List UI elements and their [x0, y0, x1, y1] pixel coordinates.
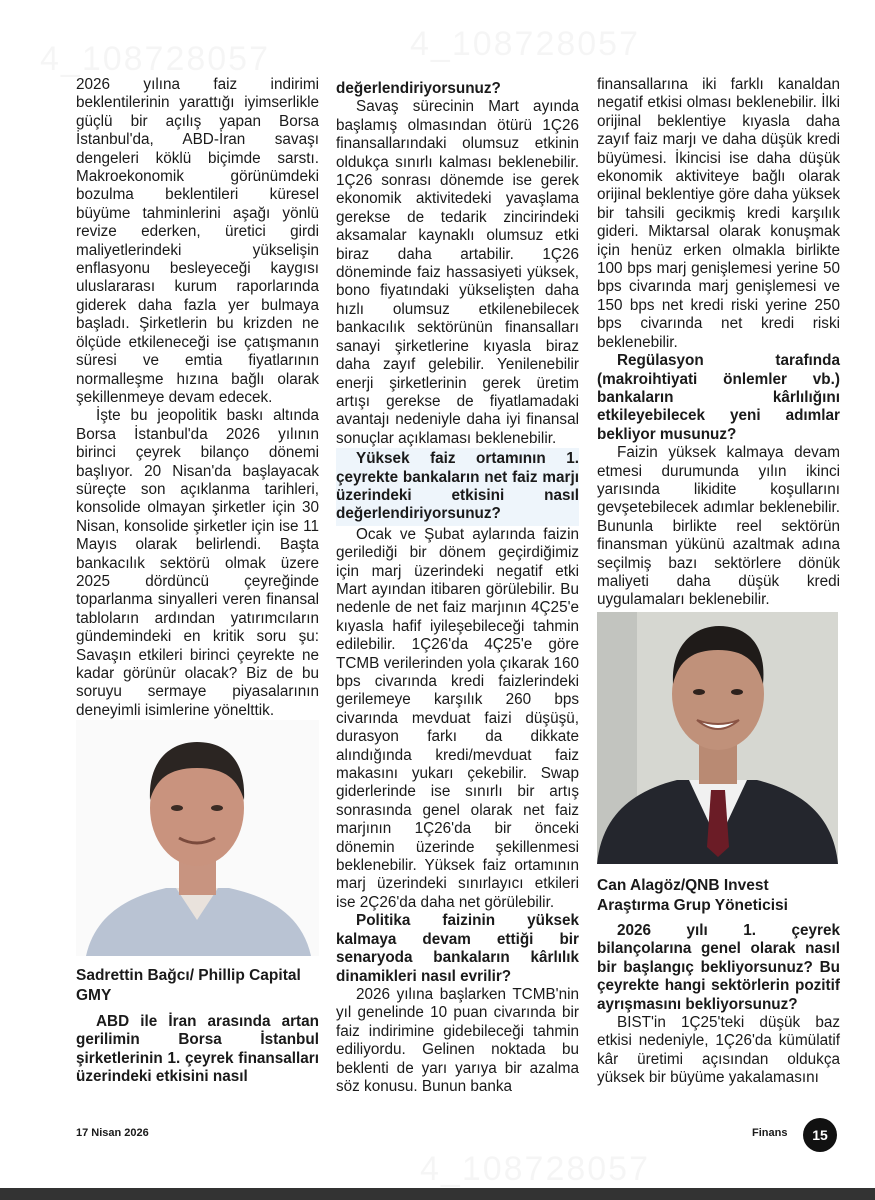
question-text: Regülasyon tarafında (makroihtiyati önlemler vb.) bankaların kârlılığını etkileyebilecek yeni adımlar bekliyor musunuz? [597, 352, 840, 443]
column-2 [336, 80, 579, 1096]
watermark [420, 1150, 650, 1189]
question-text: değerlendiriyorsunuz? [336, 80, 501, 97]
body-paragraph: 2026 yılına faiz indirimi beklentilerinin yarattığı iyimserlikle güçlü bir açılış yapan Borsa İstanbul'da, ABD-İran savaşı dengeleri köklü biçimde sarstı. Makroekonomik görünümdeki bozulma beklentileri küresel büyüme tahminlerini aşağı yönlü revize ederken, üretici girdi maliyetlerindeki yükselişin enflasyonu besleyeceği kaygısı uluslararası kurum raporlarında giderek daha fazla yer bulmaya başladı. Şirketlerin bu krizden ne ölçüde etkileneceği ise çatışmanın süresi ve emtia fiyatlarının normalleşme hızına bağlı olarak şekillenmeye devam edecek. [76, 76, 319, 406]
caption-sadrettin-bagci: Sadrettin Bağcı/ Phillip Capital GMY [76, 967, 301, 1004]
portrait-image [76, 720, 319, 956]
highlighted-question: Yüksek faiz ortamının 1. çeyrekte bankaların net faiz marjı üzerindeki etkisini nasıl değerlendiriyorsunuz? [336, 448, 579, 526]
body-paragraph: 2026 yılına başlarken TCMB'nin yıl genelinde 10 puan civarında bir faiz indirimine gidebileceği tahmin ediliyordu. Gelinen noktada bu beklenti de yarı yarıya bir azalma söz konusu. Bunun banka [336, 985, 579, 1095]
portrait-can-alagoz [597, 612, 838, 864]
watermark [40, 40, 270, 79]
issue-date: 17 Nisan 2026 [76, 1127, 149, 1139]
page-number: 15 [803, 1118, 837, 1152]
body-paragraph: finansallarına iki farklı kanaldan negatif etkisi olması beklenebilir. İlki orijinal beklentiye kıyasla daha zayıf faiz marjı ve daha düşük kredi büyümesi. İkincisi ise daha düşük ekonomik aktiviteye bağlı olarak orijinal beklentiye göre daha yüksek bir tahsili gecikmiş kredi karşılık gideri. Miktarsal olarak konuşmak için henüz erken olmakla birlikte 100 bps marj genişlemesi yerine 50 bps civarında marj genişlemesi ve 150 bps net kredi riski yerine 250 bps civarında net kredi riski beklenebilir. [597, 76, 840, 351]
watermark [410, 25, 640, 64]
question-text: 2026 yılı 1. çeyrek bilançolarına genel olarak nasıl bir başlangıç bekliyorsunuz? Bu çeyrekte hangi sektörlerin pozitif ayrışmasını bekliyorsunuz? [597, 922, 840, 1013]
body-paragraph: İşte bu jeopolitik baskı altında Borsa İstanbul'da 2026 yılının birinci çeyrek bilanço dönemi başlıyor. 20 Nisan'da başlayacak süreçte son açıklanma tarihleri, konsolide olmayan şirketler için 30 Nisan, konsolide şirketler için ise 11 Mayıs olarak belirlendi. Başta bankacılık sektörü olmak üzere 2025 dördüncü çeyreğinde toparlanma sinyalleri veren finansal tabloların ardından yatırımcıların gündemindeki en kritik soru şu: Savaşın etkileri birinci çeyrekte ne kadar görünür olacak? Biz de bu soruyu sermaye piyasalarının deneyimli isimlerine yönelttik. [76, 407, 319, 719]
body-paragraph: Savaş sürecinin Mart ayında başlamış olmasından ötürü 1Ç26 finansallarındaki olumsuz etkinin oldukça sınırlı kalması beklenebilir. 1Ç26 sonrası dönemde ise gerek ekonomik aktivitedeki yavaşlama gerekse de tedarik zincirindeki aksamalar kaynaklı olumsuz etki biraz daha artabilir. 1Ç26 döneminde faiz hassasiyeti yüksek, bono fiyatındaki yükselişten daha hızlı olumsuz etkilenebilecek bankacılık sektörünün finansalları sanayi şirketlerine kıyasla biraz daha zayıf gelebilir. Yenilenebilir enerji şirketlerinin gerek üretim artışı gerekse de fiyatlamadaki avantajı nedeniyle daha iyi finansal sonuçlar açıklaması beklenebilir. [336, 98, 579, 447]
bottom-bar [0, 1188, 875, 1200]
column-3-lower [597, 922, 840, 1088]
section-name: Finans [752, 1127, 788, 1139]
column-1 [76, 76, 319, 720]
portrait-image [597, 612, 838, 864]
body-paragraph: BIST'in 1Ç25'teki düşük baz etkisi nedeniyle, 1Ç26'da kümülatif kâr üretimi açısından oldukça yüksek bir büyüme yakalamasını [597, 1014, 840, 1087]
question-text: ABD ile İran arasında artan gerilimin Borsa İstanbul şirketlerinin 1. çeyrek finansalları üzerindeki etkisini nasıl [76, 1013, 319, 1086]
portrait-sadrettin-bagci [76, 720, 319, 956]
column-3 [597, 76, 840, 610]
body-paragraph: Ocak ve Şubat aylarında faizin gerilediği bir dönem geçirdiğimiz için marj üzerindeki negatif etki Mart ayından itibaren görülebilir. Bu nedenle de net faiz marjının 4Ç25'e kıyasla hafif iyileşebileceği tahmin edilebilir. 1Ç26'da 4Ç25'e göre TCMB verilerinden yola çıkarak 160 bps civarında kredi faizlerindeki gerilemeye karşılık 260 bps civarında mevduat faizi düşüşü, durasyon farkı da dikkate alındığında kredi/mevduat faiz makasını yukarı çekebilir. Swap giderlerinde ise sınırlı bir artış sonrasında genel olarak net faiz marjının 1Ç26'da bir önceki dönemin üzerinde şekillenmesi beklenebilir. Yüksek faiz ortamının marj üzerindeki sınırlayıcı etkileri ise 2Ç26'da daha net görülebilir. [336, 525, 579, 911]
caption-can-alagoz: Can Alagöz/QNB Invest Araştırma Grup Yöneticisi [597, 877, 788, 914]
body-paragraph: Faizin yüksek kalmaya devam etmesi durumunda yılın ikinci yarısında likidite koşullarını gevşetebilecek adımlar beklenebilir. Bununla birlikte reel sektörün finansman yükünü azaltmak adına seçilmiş bazı sektörlere dönük maliyeti daha düşük kredi uygulamaları beklenebilir. [597, 444, 840, 609]
column-1-question [76, 1013, 319, 1087]
question-text: Politika faizinin yüksek kalmaya devam ettiği bir senaryoda bankaların kârlılık dinamikleri nasıl evrilir? [336, 912, 579, 985]
